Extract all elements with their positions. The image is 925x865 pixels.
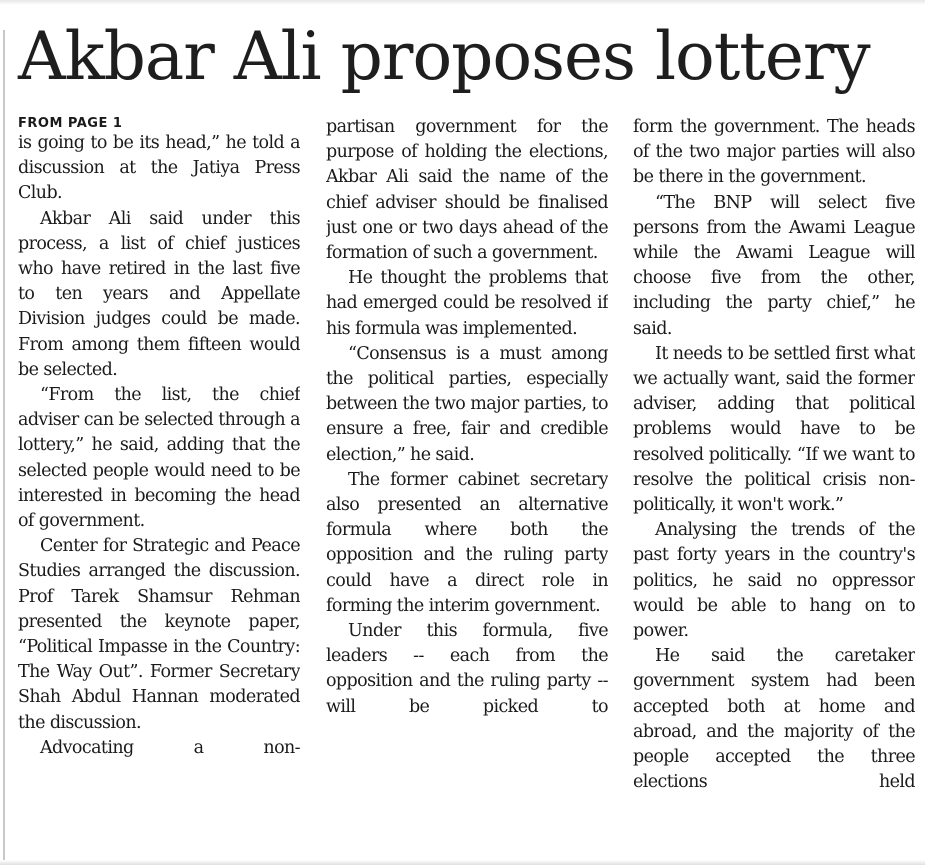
headline: Akbar Ali proposes lottery (18, 18, 870, 95)
paragraph: Under this formula, five leaders -- each from the opposition and the ruling party -- will be picked to (326, 621, 608, 717)
bottom-border (0, 860, 925, 865)
paragraph: “The BNP will select five persons from the Awami League while the Awami League will choose five from the other, including the party chief,” he said. (633, 192, 915, 339)
paragraph: partisan government for the purpose of holding the elections, Akbar Ali said the name of the chief adviser should be finalised just one or two days ahead of the formation of such a government. (326, 117, 608, 264)
paragraph: “Consensus is a must among the political parties, especially between the two major parties, to ensure a free, fair and credible election,” he said. (326, 343, 608, 465)
paragraph: He thought the problems that had emerged could be resolved if his formula was implemented. (326, 268, 608, 339)
left-border (3, 30, 5, 860)
column-1 (18, 117, 300, 845)
kicker: FROM PAGE 1 (18, 117, 123, 131)
paragraph: Analysing the trends of the past forty years in the country's politics, he said no oppressor would be able to hang on to power. (633, 520, 915, 642)
paragraph: Akbar Ali said under this process, a list of chief justices who have retired in the last five to ten years and Appellate Division judges could be made. From among them fifteen would be selected. (18, 208, 300, 380)
column-2 (326, 115, 608, 843)
paragraph: Center for Strategic and Peace Studies arranged the discussion. Prof Tarek Shamsur Rehman presented the keynote paper, “Political Impasse in the Country: The Way Out”. Former Secretary Shah Abdul Hannan moderated the discussion. (18, 536, 300, 733)
paragraph: It needs to be settled first what we actually want, said the former adviser, adding that political problems would have to be resolved politically. “If we want to resolve the political crisis non-politically, it won't work.” (633, 343, 915, 516)
paragraph: The former cabinet secretary also presented an alternative formula where both the opposition and the ruling party could have a direct role in forming the interim government. (326, 469, 608, 616)
column-3 (633, 115, 915, 843)
paragraph: form the government. The heads of the two major parties will also be there in the government. (633, 117, 915, 188)
paragraph: Advocating a non- (40, 737, 300, 758)
paragraph: “From the list, the chief adviser can be selected through a lottery,” he said, adding that the selected people would need to be interested in becoming the head of government. (18, 385, 300, 532)
paragraph: is going to be its head,” he told a discussion at the Jatiya Press Club. (18, 133, 300, 204)
paragraph: He said the caretaker government system had been accepted both at home and abroad, and the majority of the people accepted the three elections held (633, 646, 915, 793)
top-border (0, 0, 925, 5)
